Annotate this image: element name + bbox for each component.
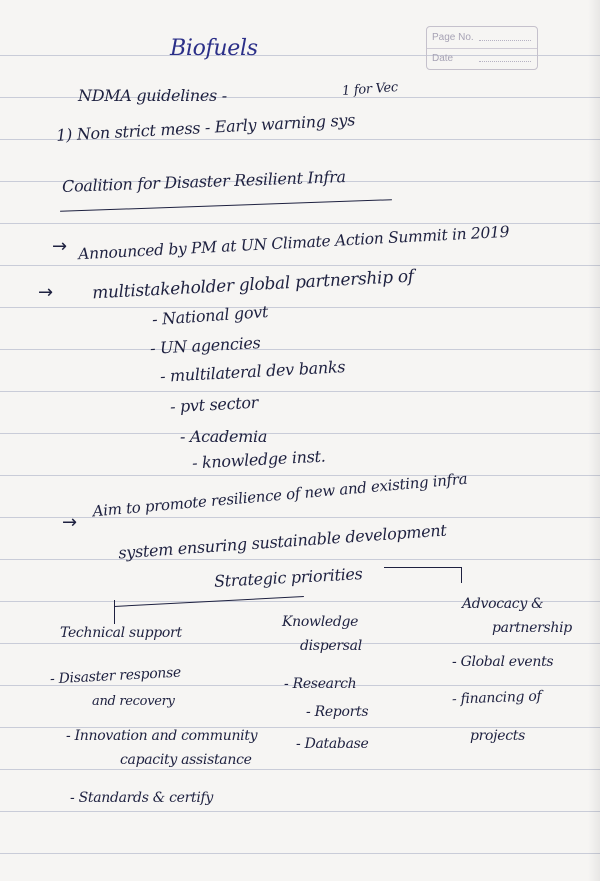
col-technical-item: - Disaster response <box>49 664 182 688</box>
partner-item: - multilateral dev banks <box>159 357 346 386</box>
col-advocacy-item: projects <box>470 728 525 744</box>
col-knowledge-item: - Database <box>296 736 369 752</box>
page-date-box <box>426 26 538 70</box>
arrow-icon: → <box>62 512 78 533</box>
coalition-heading: Coalition for Disaster Resilient Infra <box>61 167 346 196</box>
heading-underline <box>60 199 392 212</box>
arrow-icon: → <box>52 236 68 257</box>
col-advocacy-item: - Global events <box>452 654 554 670</box>
tree-drop-left <box>114 600 115 624</box>
arrow-icon: → <box>38 282 54 303</box>
partner-item: - pvt sector <box>169 392 259 417</box>
col-technical-heading: Technical support <box>60 625 182 641</box>
col-knowledge-heading-2: dispersal <box>300 638 362 654</box>
announced-line: Announced by PM at UN Climate Action Summit in 2019 <box>77 222 510 264</box>
tree-branch-right <box>384 567 462 568</box>
col-knowledge-heading: Knowledge <box>282 614 359 630</box>
date-label: Date <box>432 53 454 64</box>
aim-line: Aim to promote resilience of new and existing infra <box>91 469 468 521</box>
partnership-line: multistakeholder global partnership of <box>91 266 415 304</box>
partner-item: - National govt <box>151 301 269 330</box>
col-technical-item: and recovery <box>92 694 175 709</box>
priorities-heading: Strategic priorities <box>213 564 363 591</box>
aim-line-2: system ensuring sustainable development <box>117 520 448 563</box>
tree-drop-right <box>461 567 462 583</box>
page-no-row <box>427 27 537 49</box>
col-knowledge-item: - Research <box>284 676 357 692</box>
col-technical-item: - Standards & certify <box>70 790 213 806</box>
date-row <box>427 48 537 69</box>
col-advocacy-heading-2: partnership <box>492 620 572 636</box>
col-technical-item: - Innovation and community <box>66 728 258 744</box>
page-no-label: Page No. <box>432 32 474 43</box>
ndma-line: NDMA guidelines - <box>78 86 227 105</box>
non-strict-line: 1) Non strict mess - Early warning sys <box>55 110 356 145</box>
col-advocacy-item: - financing of <box>451 688 542 708</box>
ndma-note: 1 for Vec <box>341 80 399 99</box>
col-knowledge-item: - Reports <box>306 704 369 720</box>
tree-branch-left <box>114 596 304 607</box>
col-technical-item: capacity assistance <box>120 752 252 768</box>
page-edge-shadow <box>588 0 600 881</box>
page-title: Biofuels <box>170 36 258 61</box>
partner-item: - Academia <box>180 427 268 446</box>
partner-item: - UN agencies <box>149 333 261 358</box>
partner-item: - knowledge inst. <box>191 446 326 473</box>
col-advocacy-heading: Advocacy & <box>462 596 544 612</box>
